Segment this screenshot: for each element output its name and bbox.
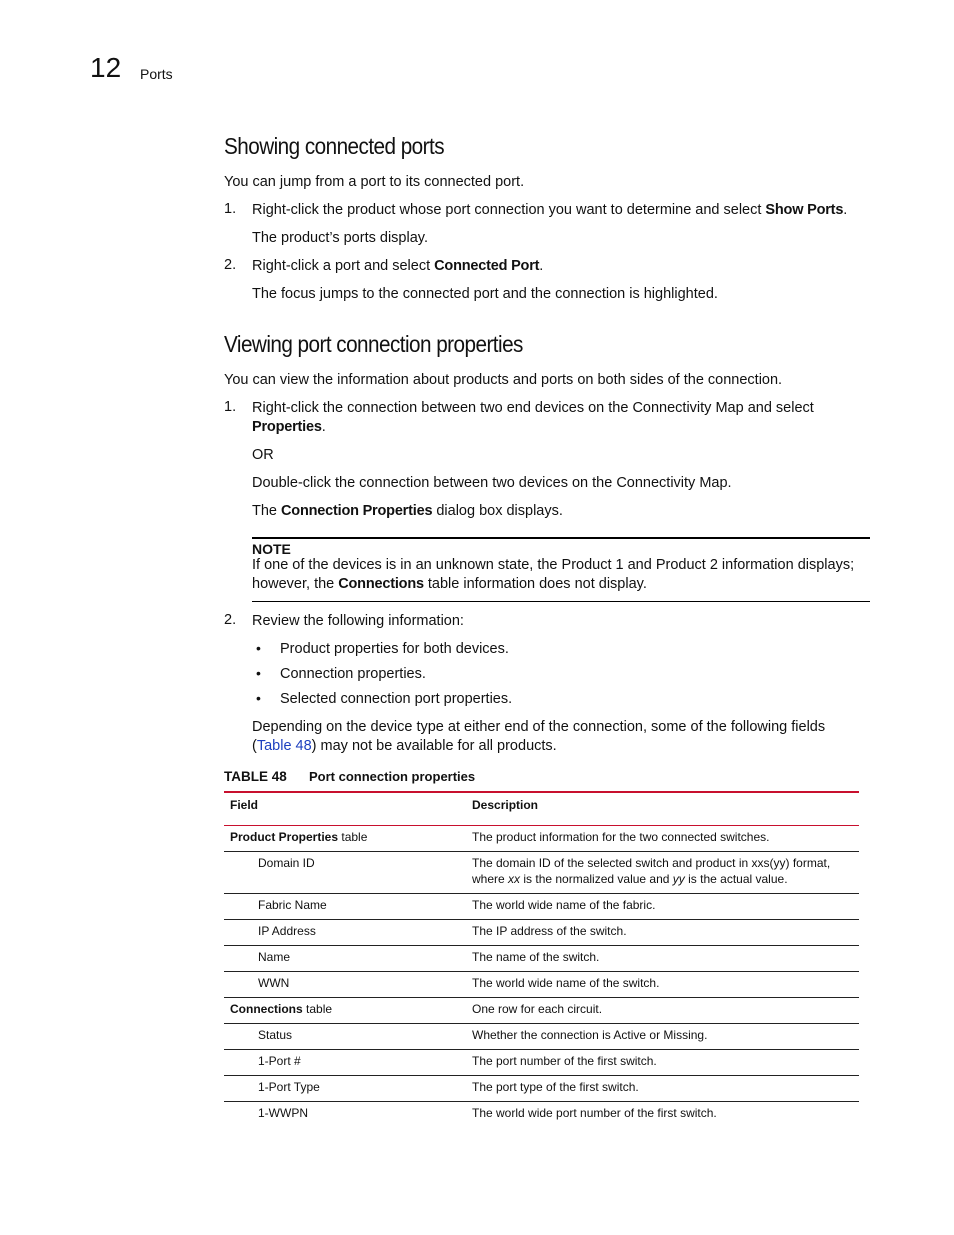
step-text-part: Right-click a port and select bbox=[252, 258, 435, 274]
ui-term-connections: Connections bbox=[338, 576, 424, 592]
field-cell: 1-Port # bbox=[224, 1050, 472, 1076]
paragraph-part: ) may not be available for all products. bbox=[311, 738, 557, 754]
chapter-number: 12 bbox=[90, 52, 122, 83]
section2-intro: You can view the information about products and ports on both sides of the connection. bbox=[224, 372, 783, 388]
description-cell: The IP address of the switch. bbox=[472, 920, 859, 946]
paragraph bbox=[252, 737, 557, 756]
description-cell: The port type of the first switch. bbox=[472, 1076, 859, 1102]
field-cell: Fabric Name bbox=[224, 894, 472, 920]
step-number: 2. bbox=[224, 257, 237, 273]
table-row bbox=[224, 894, 859, 920]
table-label: TABLE 48 bbox=[224, 769, 287, 784]
note-text-part: table information does not display. bbox=[423, 576, 647, 592]
description-cell: The world wide name of the switch. bbox=[472, 972, 859, 998]
table-row bbox=[224, 1050, 859, 1076]
field-cell: Name bbox=[224, 946, 472, 972]
or-text: OR bbox=[252, 447, 274, 463]
table-row bbox=[224, 1024, 859, 1050]
field-rest: table bbox=[338, 830, 368, 844]
description-cell: Whether the connection is Active or Missing. bbox=[472, 1024, 859, 1050]
ui-term-connection-properties: Connection Properties bbox=[281, 503, 433, 519]
description-part: is the normalized value and bbox=[520, 872, 673, 886]
step-text-part: . bbox=[843, 202, 848, 218]
field-cell: Status bbox=[224, 1024, 472, 1050]
table-row bbox=[224, 920, 859, 946]
note-bottom-rule bbox=[252, 601, 870, 602]
table-row bbox=[224, 946, 859, 972]
description-cell bbox=[472, 852, 859, 894]
description-line bbox=[472, 871, 859, 887]
table-row bbox=[224, 998, 859, 1024]
description-cell: The world wide port number of the first switch. bbox=[472, 1106, 717, 1120]
field-cell: 1-WWPN bbox=[258, 1106, 308, 1120]
table-title: Port connection properties bbox=[309, 769, 476, 784]
description-italic: xx bbox=[508, 872, 521, 886]
column-header-description: Description bbox=[472, 792, 859, 826]
table-row bbox=[224, 1102, 859, 1128]
step-text: Right-click the connection between two end devices on the Connectivity Map and select bbox=[252, 400, 814, 416]
field-bold: Connections bbox=[230, 1002, 303, 1016]
description-part: is the actual value. bbox=[684, 872, 788, 886]
dialog-text bbox=[252, 502, 563, 521]
field-cell: IP Address bbox=[224, 920, 472, 946]
note-text: If one of the devices is in an unknown state, the Product 1 and Product 2 information displays; bbox=[252, 557, 855, 573]
description-cell: The product information for the two connected switches. bbox=[472, 826, 859, 852]
step-text-part: . bbox=[539, 258, 544, 274]
field-cell: WWN bbox=[224, 972, 472, 998]
ui-term-show-ports: Show Ports bbox=[765, 202, 844, 218]
step-number: 2. bbox=[224, 612, 237, 628]
paragraph: Depending on the device type at either end of the connection, some of the following fields bbox=[252, 719, 826, 735]
description-cell: One row for each circuit. bbox=[472, 998, 859, 1024]
table-header-row bbox=[224, 792, 859, 826]
description-line: The domain ID of the selected switch and product in xxs(yy) format, bbox=[472, 856, 831, 870]
section1-intro: You can jump from a port to its connected port. bbox=[224, 174, 525, 190]
table-row bbox=[224, 852, 859, 894]
step-text bbox=[252, 201, 847, 220]
ui-term-connected-port: Connected Port bbox=[434, 258, 540, 274]
step-result: The focus jumps to the connected port and the connection is highlighted. bbox=[252, 286, 718, 302]
step-number: 1. bbox=[224, 201, 237, 217]
section-heading-showing-connected-ports: Showing connected ports bbox=[224, 133, 445, 159]
description-italic: yy bbox=[672, 872, 685, 886]
paragraph-part: ( bbox=[252, 738, 257, 754]
column-header-field: Field bbox=[224, 792, 472, 826]
bullet-icon: • bbox=[256, 665, 261, 681]
note-top-rule bbox=[252, 537, 870, 539]
description-cell: The name of the switch. bbox=[472, 946, 859, 972]
table-row bbox=[224, 1076, 859, 1102]
step-text-part: dialog box displays. bbox=[432, 503, 563, 519]
table-row bbox=[224, 826, 859, 852]
description-part: where bbox=[472, 872, 509, 886]
alt-step-text: Double-click the connection between two devices on the Connectivity Map. bbox=[252, 475, 732, 491]
bullet-icon: • bbox=[256, 640, 261, 656]
bullet-icon: • bbox=[256, 690, 261, 706]
step-number: 1. bbox=[224, 399, 237, 415]
table-row bbox=[224, 972, 859, 998]
field-cell: 1-Port Type bbox=[224, 1076, 472, 1102]
port-connection-properties-table bbox=[224, 791, 859, 1127]
section-heading-viewing-port-connection-properties: Viewing port connection properties bbox=[224, 331, 523, 357]
chapter-title: Ports bbox=[140, 66, 173, 82]
note-text-part: however, the bbox=[252, 576, 339, 592]
step-result: The product’s ports display. bbox=[252, 230, 428, 246]
list-item: Connection properties. bbox=[280, 666, 426, 682]
field-cell bbox=[224, 998, 472, 1024]
step-text: Review the following information: bbox=[252, 613, 464, 629]
step-text bbox=[252, 257, 543, 276]
step-text bbox=[252, 418, 326, 437]
note-heading: NOTE bbox=[252, 541, 291, 557]
list-item: Selected connection port properties. bbox=[280, 691, 513, 707]
table-48-link[interactable]: Table 48 bbox=[256, 738, 312, 754]
ui-term-properties: Properties bbox=[252, 419, 322, 435]
field-rest: table bbox=[302, 1002, 333, 1016]
description-cell: The world wide name of the fabric. bbox=[472, 894, 859, 920]
step-text-part: Right-click the product whose port connection you want to determine and select bbox=[252, 202, 766, 218]
field-cell: Domain ID bbox=[224, 852, 472, 894]
step-text-part: The bbox=[252, 503, 282, 519]
step-text-part: . bbox=[321, 419, 326, 435]
note-text bbox=[252, 575, 647, 594]
description-cell: The port number of the first switch. bbox=[472, 1050, 859, 1076]
field-bold: Product Properties bbox=[230, 830, 339, 844]
list-item: Product properties for both devices. bbox=[280, 641, 509, 657]
field-cell bbox=[224, 826, 472, 852]
